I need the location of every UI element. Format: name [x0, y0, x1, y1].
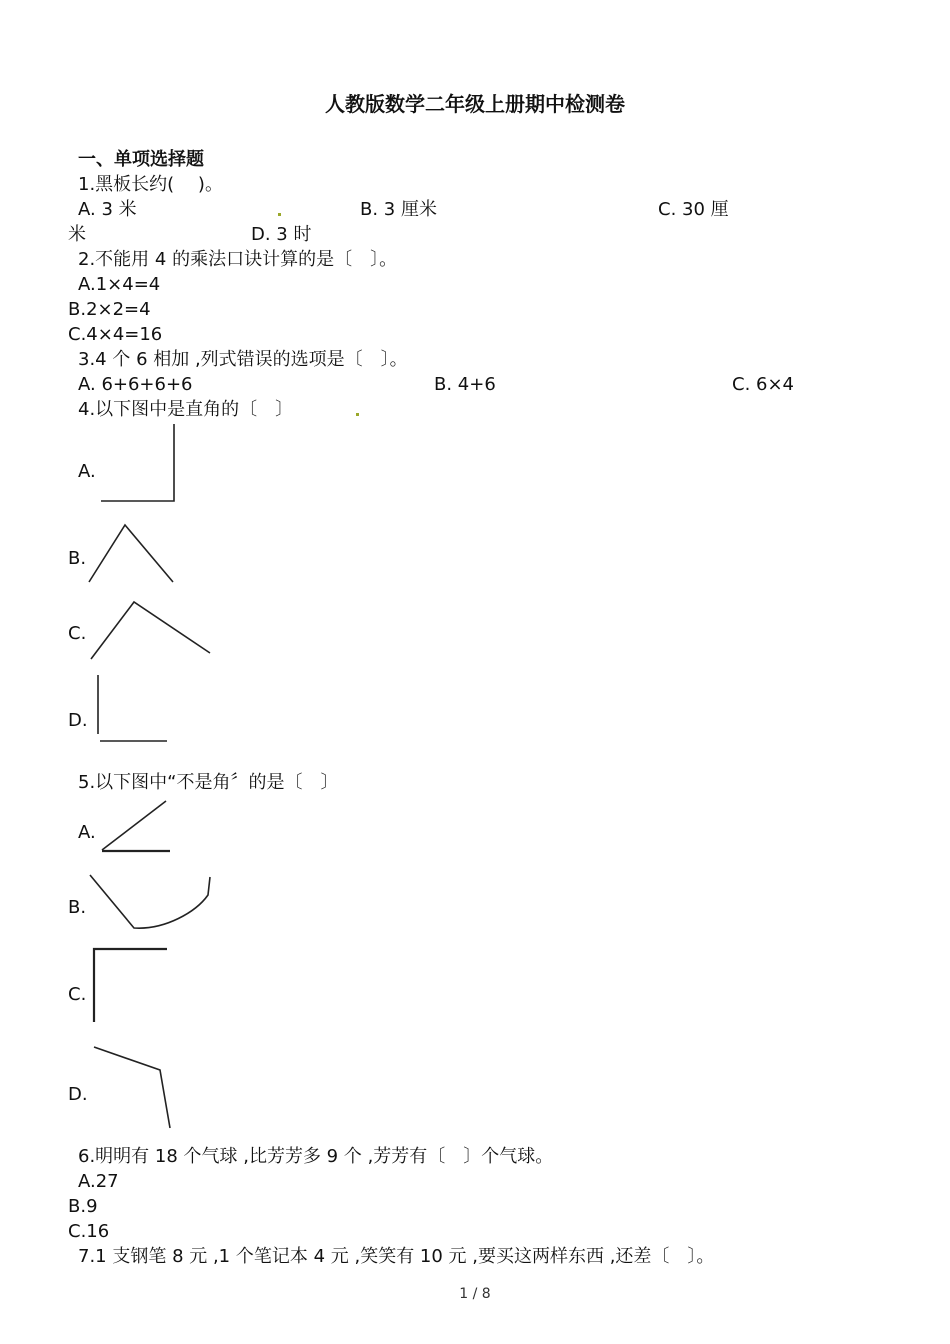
question-4-option-d-label: D.	[68, 710, 88, 731]
question-6-option-c: C.16	[68, 1221, 110, 1242]
question-1-option-d: D. 3 时	[251, 224, 312, 245]
question-1-option-a: A. 3 米	[78, 199, 137, 220]
question-6-option-a: A.27	[78, 1171, 119, 1192]
question-1-option-c-wrap: 米	[68, 224, 86, 245]
page-number: 1 / 8	[459, 1286, 491, 1302]
question-5-option-b-label: B.	[68, 897, 87, 918]
section-heading: 一、单项选择题	[78, 149, 204, 170]
question-3-option-a: A. 6+6+6+6	[78, 374, 193, 395]
question-3-stem: 3.4 个 6 相加 ,列式错误的选项是〔 〕。	[78, 349, 408, 370]
question-3-option-b: B. 4+6	[434, 374, 496, 395]
page-title: 人教版数学二年级上册期中检测卷	[325, 92, 625, 116]
question-4-option-a-label: A.	[78, 461, 96, 482]
question-5-stem: 5.以下图中“不是角〞的是〔 〕	[78, 772, 339, 793]
question-4-option-b-label: B.	[68, 548, 87, 569]
question-4-option-c-label: C.	[68, 623, 87, 644]
question-1-stem: 1.黑板长约( )。	[78, 174, 223, 195]
angle-figure-c	[94, 949, 167, 1022]
question-4-stem: 4.以下图中是直角的〔 〕	[78, 399, 294, 420]
question-7-stem: 7.1 支钢笔 8 元 ,1 个笔记本 4 元 ,笑笑有 10 元 ,要买这两样东西 ,还差〔 〕。	[78, 1246, 715, 1267]
question-2-option-c: C.4×4=16	[68, 324, 163, 345]
question-1-option-b: B. 3 厘米	[360, 199, 437, 220]
question-2-option-b: B.2×2=4	[68, 299, 151, 320]
question-1-option-c: C. 30 厘	[658, 199, 729, 220]
question-2-stem: 2.不能用 4 的乘法口诀计算的是〔 〕。	[78, 249, 398, 270]
curve-figure-b	[90, 875, 210, 928]
angle-figure-a-ray	[102, 801, 166, 850]
angle-figure-d	[94, 1047, 170, 1128]
question-5-option-c-label: C.	[68, 984, 87, 1005]
question-5-option-a-label: A.	[78, 822, 96, 843]
question-3-option-c: C. 6×4	[732, 374, 794, 395]
question-5-option-d-label: D.	[68, 1084, 88, 1105]
question-2-option-a: A.1×4=4	[78, 274, 161, 295]
question-6-stem: 6.明明有 18 个气球 ,比芳芳多 9 个 ,芳芳有〔 〕个气球。	[78, 1146, 554, 1167]
question-6-option-b: B.9	[68, 1196, 98, 1217]
